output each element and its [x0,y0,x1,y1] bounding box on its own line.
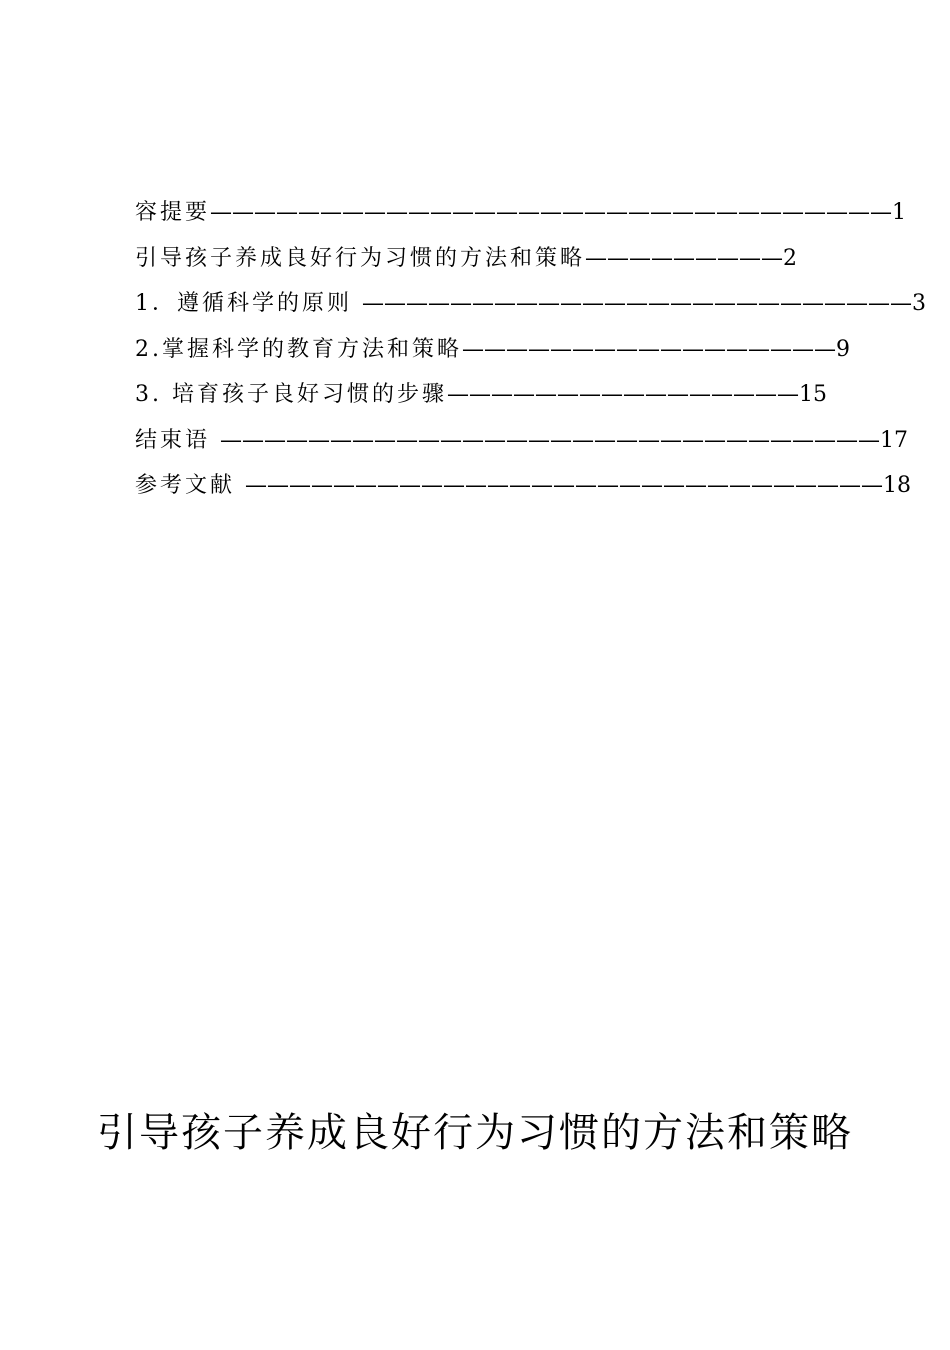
toc-entry-page-number: 17 [880,427,908,453]
toc-entry-page-number: 1 [892,200,907,225]
toc-entry-leader: ————————————————————————— [362,291,912,316]
toc-entry-leader: —————————————————————————————— [220,427,880,453]
toc-entry-section-1[interactable] [135,284,926,330]
toc-entry-title: 3. 培育孩子良好习惯的步骤 [135,382,447,407]
document-title: 引导孩子养成良好行为习惯的方法和策略 [97,1110,853,1156]
toc-entry-section-3[interactable] [135,375,845,421]
toc-entry-leader: ———————————————— [446,382,799,407]
toc-entry-title: 1．遵循科学的原则 [135,291,362,316]
toc-entry-page-number: 18 [883,473,911,498]
toc-entry-title: 容提要 [135,200,211,225]
toc-entry-page-number: 15 [798,382,827,407]
toc-entry-leader: ————————— [585,245,784,271]
toc-entry-leader: ————————————————————————————— [245,473,883,498]
toc-entry-leader: ————————————————— [462,336,836,362]
toc-entry-section-2[interactable] [135,330,850,376]
table-of-contents [135,193,926,512]
toc-entry-page-number: 3 [912,291,926,316]
toc-entry-title: 参考文献 [135,473,245,498]
toc-entry-title: 引导孩子养成良好行为习惯的方法和策略 [135,245,586,271]
toc-entry-conclusion[interactable] [135,421,908,467]
toc-entry-abstract[interactable] [135,193,907,239]
toc-entry-main-title[interactable] [135,239,845,285]
toc-entry-references[interactable] [135,466,911,512]
toc-entry-page-number: 9 [836,336,850,362]
toc-entry-title: 2.掌握科学的教育方法和策略 [135,336,462,362]
toc-entry-title: 结束语 [135,427,220,453]
toc-entry-leader: ——————————————————————————————— [210,200,893,225]
toc-entry-page-number: 2 [783,245,798,271]
